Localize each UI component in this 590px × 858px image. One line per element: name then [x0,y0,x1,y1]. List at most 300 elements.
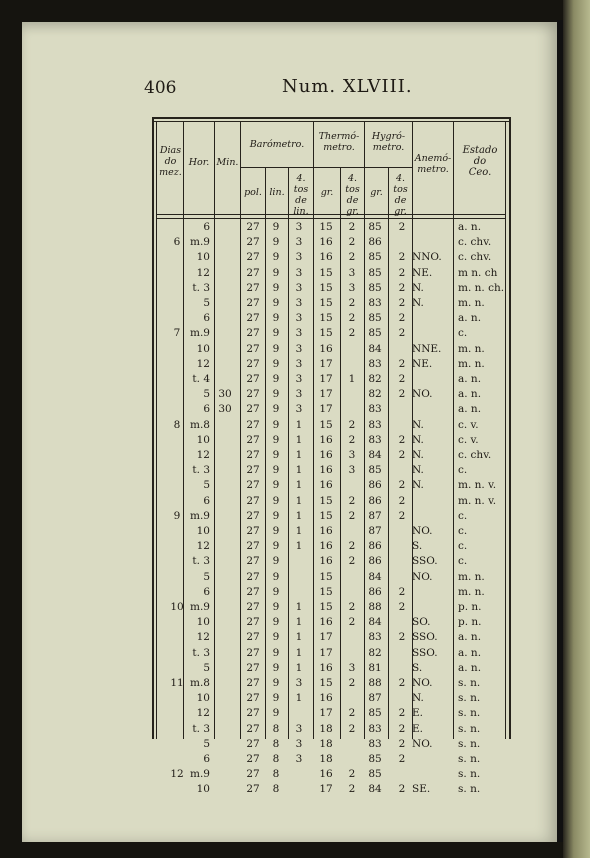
cell-thermo-gr: 16 [319,464,333,477]
cell-thermo-quartos: 3 [348,449,356,461]
cell-barometer-pol: 27 [246,449,260,461]
cell-barometer-lin: 9 [272,221,280,233]
cell-sky-state: m. n. v. [458,494,497,507]
table-row [152,570,511,585]
cell-thermo-gr: 18 [319,753,333,765]
cell-sky-state: a. n. [458,312,482,325]
cell-wind: N. [412,464,424,477]
cell-barometer-quartos: 1 [295,601,303,613]
page-number: 406 [144,78,177,98]
cell-thermo-gr: 17 [319,403,333,416]
cell-barometer-pol: 27 [246,753,260,765]
cell-sky-state: s. n. [458,722,481,735]
cell-thermo-gr: 17 [319,783,333,796]
table-row [152,554,511,569]
cell-hygro-gr: 85 [368,251,382,264]
cell-hygro-quartos: 2 [398,585,406,598]
cell-hygro-quartos: 2 [398,509,406,522]
table-row [152,752,511,767]
cell-barometer-pol: 27 [246,570,260,583]
cell-barometer-lin: 9 [272,342,280,355]
cell-hour: 6 [203,494,210,507]
cell-barometer-quartos: 3 [295,297,303,309]
cell-sky-state: p. n. [458,616,482,629]
observation-table [152,117,511,796]
cell-sky-state: s. n. [458,737,481,750]
cell-barometer-lin: 9 [272,509,280,522]
cell-barometer-lin: 9 [272,585,280,598]
cell-day: 12 [170,768,184,781]
cell-barometer-pol: 27 [246,707,260,720]
cell-thermo-quartos: 2 [348,540,356,553]
cell-barometer-pol: 27 [246,373,260,385]
cell-wind: N. [412,479,424,492]
cell-barometer-quartos: 3 [295,722,303,735]
cell-thermo-quartos: 2 [348,236,356,249]
cell-thermo-quartos: 2 [348,251,356,264]
cell-thermo-quartos: 2 [348,418,356,431]
cell-sky-state: a. n. [458,388,482,401]
cell-barometer-lin: 9 [272,661,280,674]
cell-wind: NO. [412,525,433,537]
cell-barometer-lin: 9 [272,540,280,553]
header-barometro: Barómetro. [249,139,305,150]
cell-thermo-gr: 15 [319,281,333,294]
cell-hygro-gr: 84 [368,570,382,583]
cell-barometer-pol: 27 [246,768,260,781]
cell-hour: 12 [196,449,210,461]
cell-thermo-quartos: 2 [348,221,356,233]
cell-barometer-lin: 9 [272,297,280,309]
table-row [152,235,511,250]
header-thermo-quartos: 4. tos de gr. [345,173,360,217]
cell-hour: 10 [196,525,210,537]
cell-hour: t. 3 [192,464,210,477]
cell-thermo-gr: 17 [319,646,333,659]
cell-barometer-quartos: 1 [295,449,303,461]
cell-hour: 5 [203,479,210,492]
cell-hygro-quartos: 2 [398,327,406,340]
cell-barometer-quartos: 3 [295,221,303,233]
cell-hour: 12 [196,266,210,279]
cell-thermo-gr: 15 [319,601,333,613]
cell-hygro-gr: 88 [368,601,382,613]
cell-sky-state: c. v. [458,433,479,446]
cell-barometer-pol: 27 [246,312,260,325]
cell-sky-state: m. n. [458,297,485,309]
cell-hygro-gr: 85 [368,266,382,279]
cell-hygro-gr: 82 [368,388,382,401]
cell-thermo-gr: 16 [319,661,333,674]
cell-hour: m.9 [190,601,210,613]
cell-barometer-lin: 8 [272,737,280,750]
cell-barometer-pol: 27 [246,616,260,629]
cell-sky-state: c. chv. [458,449,492,461]
cell-sky-state: s. n. [458,753,481,765]
cell-sky-state: c. [458,540,468,553]
cell-sky-state: s. n. [458,768,481,781]
cell-wind: E. [412,707,424,720]
cell-sky-state: m. n. [458,570,485,583]
cell-barometer-lin: 8 [272,783,280,796]
cell-hour: m.9 [190,236,210,249]
cell-barometer-pol: 27 [246,297,260,309]
cell-hour: 10 [196,251,210,264]
cell-thermo-gr: 16 [319,342,333,355]
table-row [152,600,511,615]
table-row [152,676,511,691]
cell-barometer-pol: 27 [246,540,260,553]
table-row [152,539,511,554]
cell-sky-state: s. n. [458,707,481,720]
cell-hygro-quartos: 2 [398,722,406,735]
cell-wind: SSO. [412,646,438,659]
cell-barometer-pol: 27 [246,221,260,233]
cell-barometer-pol: 27 [246,494,260,507]
cell-hygro-quartos: 2 [398,373,406,385]
cell-thermo-gr: 16 [319,692,333,705]
cell-hygro-quartos: 2 [398,737,406,750]
cell-hygro-gr: 86 [368,236,382,249]
cell-barometer-lin: 9 [272,373,280,385]
cell-hour: 12 [196,540,210,553]
table-row [152,630,511,645]
cell-thermo-gr: 17 [319,388,333,401]
cell-barometer-pol: 27 [246,677,260,689]
cell-thermo-quartos: 3 [348,281,356,294]
table-row [152,494,511,509]
cell-hygro-gr: 88 [368,677,382,689]
table-row [152,448,511,463]
cell-barometer-pol: 27 [246,646,260,659]
cell-barometer-quartos: 3 [295,403,303,416]
cell-hygro-gr: 84 [368,342,382,355]
cell-hour: 5 [203,388,210,401]
cell-hour: t. 3 [192,555,210,568]
cell-sky-state: m. n. [458,585,485,598]
cell-barometer-pol: 27 [246,342,260,355]
cell-thermo-quartos: 2 [348,494,356,507]
cell-thermo-gr: 15 [319,509,333,522]
cell-hygro-gr: 85 [368,753,382,765]
cell-thermo-quartos: 2 [348,509,356,522]
cell-hygro-quartos: 2 [398,297,406,309]
cell-hour: 6 [203,312,210,325]
table-row [152,220,511,235]
cell-thermo-gr: 16 [319,251,333,264]
cell-barometer-lin: 9 [272,281,280,294]
cell-thermo-quartos: 2 [348,312,356,325]
cell-hygro-gr: 81 [368,661,382,674]
cell-wind: N. [412,418,424,431]
cell-sky-state: a. n. [458,631,482,644]
cell-barometer-quartos: 1 [295,433,303,446]
header-estado: Estado do Ceo. [462,145,498,178]
cell-thermo-quartos: 3 [348,464,356,477]
cell-hour: 10 [196,433,210,446]
cell-hour: t. 3 [192,722,210,735]
cell-hour: t. 3 [192,281,210,294]
cell-barometer-lin: 9 [272,631,280,644]
cell-minute: 30 [218,388,232,401]
table-row [152,706,511,721]
cell-hygro-gr: 82 [368,373,382,385]
cell-barometer-lin: 9 [272,479,280,492]
cell-hour: m.9 [190,327,210,340]
cell-barometer-lin: 9 [272,646,280,659]
cell-hygro-quartos: 2 [398,281,406,294]
table-row [152,311,511,326]
table-row [152,357,511,372]
table-row [152,387,511,402]
cell-hygro-gr: 85 [368,768,382,781]
table-row [152,524,511,539]
page-title: Num. XLVIII. [282,76,413,97]
cell-hour: m.9 [190,768,210,781]
cell-hygro-quartos: 2 [398,677,406,689]
cell-barometer-lin: 9 [272,555,280,568]
cell-hour: m.8 [190,677,210,689]
cell-hour: 5 [203,661,210,674]
cell-wind: NO. [412,677,433,689]
cell-barometer-pol: 27 [246,251,260,264]
header-lin: lin. [269,187,285,198]
cell-barometer-lin: 9 [272,266,280,279]
cell-sky-state: c. [458,555,468,568]
cell-hygro-gr: 85 [368,707,382,720]
cell-hygro-quartos: 2 [398,449,406,461]
cell-barometer-quartos: 3 [295,373,303,385]
cell-sky-state: p. n. [458,601,482,613]
cell-thermo-quartos: 2 [348,555,356,568]
cell-barometer-lin: 9 [272,677,280,689]
cell-sky-state: c. [458,509,468,522]
cell-barometer-pol: 27 [246,327,260,340]
cell-barometer-pol: 27 [246,388,260,401]
cell-thermo-gr: 18 [319,722,333,735]
cell-hour: 5 [203,570,210,583]
table-row [152,326,511,341]
cell-hour: 10 [196,616,210,629]
cell-hygro-gr: 85 [368,464,382,477]
cell-barometer-quartos: 1 [295,494,303,507]
cell-hygro-gr: 84 [368,783,382,796]
cell-thermo-quartos: 2 [348,783,356,796]
cell-hour: t. 4 [192,373,210,385]
table-row [152,782,511,797]
cell-barometer-pol: 27 [246,266,260,279]
cell-thermo-gr: 17 [319,631,333,644]
cell-day: 7 [173,327,181,340]
cell-hygro-gr: 85 [368,221,382,233]
cell-sky-state: c. [458,327,468,340]
cell-barometer-lin: 9 [272,707,280,720]
cell-hygro-gr: 82 [368,646,382,659]
cell-hygro-quartos: 2 [398,251,406,264]
table-row [152,433,511,448]
cell-thermo-gr: 16 [319,768,333,781]
cell-day: 8 [173,418,181,431]
table-row [152,342,511,357]
cell-wind: E. [412,722,424,735]
cell-thermo-gr: 17 [319,707,333,720]
header-anemometro: Anemó- metro. [414,153,452,175]
cell-hygro-gr: 83 [368,433,382,446]
cell-thermo-gr: 17 [319,357,333,370]
cell-barometer-lin: 9 [272,525,280,537]
cell-hygro-gr: 83 [368,297,382,309]
cell-barometer-quartos: 3 [295,251,303,264]
cell-wind: SSO. [412,631,438,644]
cell-barometer-lin: 9 [272,312,280,325]
cell-barometer-quartos: 1 [295,509,303,522]
header-thermometro: Thermó- metro. [318,131,360,153]
table-row [152,402,511,417]
cell-barometer-quartos: 3 [295,266,303,279]
cell-barometer-quartos: 1 [295,616,303,629]
cell-hygro-gr: 83 [368,357,382,370]
cell-thermo-quartos: 2 [348,327,356,340]
cell-hygro-gr: 83 [368,403,382,416]
cell-barometer-quartos: 3 [295,357,303,370]
cell-day: 6 [173,236,181,249]
cell-hygro-quartos: 2 [398,357,406,370]
cell-hour: 10 [196,783,210,796]
cell-hygro-gr: 86 [368,555,382,568]
cell-barometer-pol: 27 [246,357,260,370]
cell-hygro-gr: 85 [368,327,382,340]
cell-barometer-lin: 8 [272,753,280,765]
cell-thermo-gr: 16 [319,555,333,568]
cell-thermo-quartos: 3 [348,266,356,279]
cell-thermo-gr: 16 [319,236,333,249]
cell-hygro-quartos: 2 [398,783,406,796]
cell-hygro-gr: 85 [368,312,382,325]
cell-barometer-lin: 8 [272,722,280,735]
header-hygro-gr: gr. [370,187,383,198]
header-hygro-quartos: 4. tos de gr. [393,173,408,217]
cell-barometer-lin: 9 [272,464,280,477]
cell-barometer-lin: 8 [272,768,280,781]
cell-thermo-gr: 17 [319,373,333,385]
cell-wind: NO. [412,388,433,401]
cell-barometer-pol: 27 [246,585,260,598]
cell-thermo-gr: 16 [319,540,333,553]
cell-sky-state: c. v. [458,418,479,431]
cell-wind: NNO. [412,251,442,264]
cell-barometer-pol: 27 [246,464,260,477]
table-row [152,296,511,311]
cell-thermo-gr: 16 [319,616,333,629]
cell-barometer-lin: 9 [272,570,280,583]
cell-thermo-gr: 15 [319,297,333,309]
cell-barometer-pol: 27 [246,555,260,568]
header-quartos-lin: 4. tos de lin. [293,173,309,217]
cell-barometer-quartos: 3 [295,312,303,325]
header-thermo-gr: gr. [320,187,334,198]
cell-sky-state: m. n. v. [458,479,497,492]
table-row [152,737,511,752]
table-row [152,615,511,630]
cell-thermo-gr: 15 [319,312,333,325]
header-min: Min. [216,157,239,168]
cell-hygro-quartos: 2 [398,266,406,279]
cell-hygro-gr: 87 [368,509,382,522]
cell-hygro-gr: 86 [368,540,382,553]
cell-barometer-quartos: 3 [295,753,303,765]
cell-barometer-quartos: 1 [295,631,303,644]
cell-barometer-pol: 27 [246,418,260,431]
cell-hygro-gr: 83 [368,737,382,750]
cell-thermo-gr: 15 [319,677,333,689]
cell-wind: N. [412,433,424,446]
cell-hour: 12 [196,707,210,720]
cell-hygro-gr: 83 [368,722,382,735]
header-pol: pol. [244,187,262,198]
table-row [152,250,511,265]
cell-thermo-quartos: 2 [348,616,356,629]
cell-hour: 6 [203,585,210,598]
cell-wind: NE. [412,357,433,370]
cell-sky-state: c. [458,525,468,537]
header-hor: Hor. [188,157,210,168]
cell-sky-state: m. n. ch. [458,281,505,294]
cell-thermo-quartos: 2 [348,601,356,613]
cell-hygro-gr: 83 [368,418,382,431]
cell-barometer-quartos: 1 [295,418,303,431]
cell-thermo-quartos: 3 [348,661,356,674]
cell-hygro-gr: 85 [368,281,382,294]
cell-hour: 6 [203,403,210,416]
cell-thermo-quartos: 2 [348,722,356,735]
cell-barometer-lin: 9 [272,433,280,446]
cell-hour: 10 [196,692,210,705]
table-row [152,646,511,661]
cell-barometer-pol: 27 [246,737,260,750]
header-hygrometro: Hygró- metro. [371,131,406,153]
cell-hygro-gr: 86 [368,494,382,507]
cell-barometer-pol: 27 [246,403,260,416]
cell-sky-state: s. n. [458,677,481,689]
cell-hour: 12 [196,357,210,370]
cell-thermo-gr: 16 [319,449,333,461]
cell-hour: m.9 [190,509,210,522]
cell-sky-state: m n. ch [458,266,498,279]
cell-wind: SE. [412,783,431,796]
cell-hour: m.8 [190,418,210,431]
cell-barometer-lin: 9 [272,418,280,431]
cell-barometer-quartos: 1 [295,692,303,705]
cell-barometer-pol: 27 [246,525,260,537]
cell-sky-state: a. n. [458,661,482,674]
cell-wind: NNE. [412,342,442,355]
cell-wind: NE. [412,266,433,279]
cell-barometer-lin: 9 [272,601,280,613]
cell-barometer-lin: 9 [272,388,280,401]
cell-barometer-quartos: 3 [295,342,303,355]
cell-barometer-quartos: 3 [295,327,303,340]
table-row [152,722,511,737]
cell-hour: 5 [203,737,210,750]
cell-barometer-lin: 9 [272,357,280,370]
cell-hour: 12 [196,631,210,644]
cell-barometer-lin: 9 [272,251,280,264]
cell-sky-state: a. n. [458,646,482,659]
cell-wind: NO. [412,737,433,750]
cell-wind: SSO. [412,555,438,568]
table-row [152,281,511,296]
cell-barometer-lin: 9 [272,449,280,461]
